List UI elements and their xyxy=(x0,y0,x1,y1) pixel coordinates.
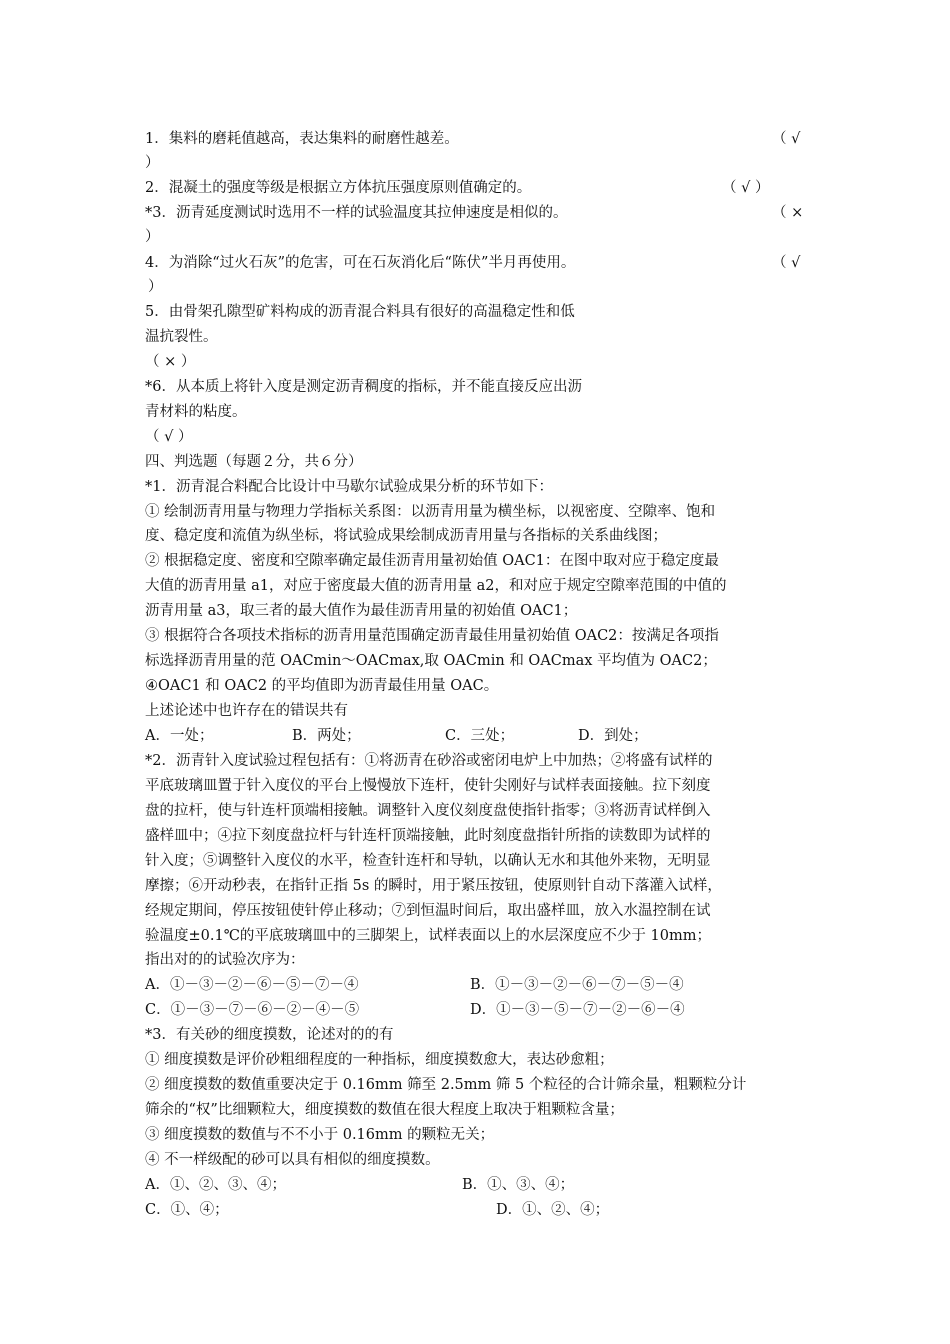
q3-line: *3．有关砂的细度摸数，论述对的的有 xyxy=(145,1027,394,1043)
q2-line: 摩擦；⑥开动秒表，在指针正指 5s 的瞬时，用于紧压按钮，使原则针自动下落灌入试样， xyxy=(145,878,722,894)
q1-option-d: D．到处； xyxy=(578,728,648,744)
tf-q6-line1: *6．从本质上将针入度是测定沥青稠度的指标，并不能直接反应出沥 xyxy=(145,379,582,395)
q1-line: 上述论述中也许存在的错误共有 xyxy=(145,703,348,719)
tf-q5-mark: （ × ） xyxy=(145,354,196,370)
q1-option-c: C．三处； xyxy=(445,728,515,744)
q1-line: ③ 根据符合各项技术指标的沥青用量范围确定沥青最佳用量初始值 OAC2：按满足各项指 xyxy=(145,628,719,644)
tf-q2-mark: （ √ ） xyxy=(722,180,770,196)
q2-line: 经规定期间，停压按钮使针停止移动；⑦到恒温时间后，取出盛样皿，放入水温控制在试 xyxy=(145,903,711,919)
q2-option-d: D．①－③－⑤－⑦－②－⑥－④ xyxy=(470,1002,685,1018)
tf-q1-mark: （ √ xyxy=(772,131,801,147)
q2-line: *2．沥青针入度试验过程包括有：①将沥青在砂浴或密闭电炉上中加热；②将盛有试样的 xyxy=(145,753,713,769)
q1-line: 大值的沥青用量 a1，对应于密度最大值的沥青用量 a2，和对应于规定空隙率范围的中值的 xyxy=(145,578,727,594)
q3-line: ① 细度摸数是评价砂粗细程度的一种指标，细度摸数愈大，表达砂愈粗； xyxy=(145,1052,614,1068)
q1-option-b: B．两处； xyxy=(292,728,361,744)
tf-q4-mark: （ √ xyxy=(772,255,801,271)
q3-line: ③ 细度摸数的数值与不不小于 0.16mm 的颗粒无关； xyxy=(145,1127,495,1143)
q2-option-c: C．①－③－⑦－⑥－②－④－⑤ xyxy=(145,1002,360,1018)
tf-q1-text: 1．集料的磨耗值越高，表达集料的耐磨性越差。 xyxy=(145,131,459,147)
q2-option-b: B．①－③－②－⑥－⑦－⑤－④ xyxy=(470,977,684,993)
q2-line: 盘的拉杆，使与针连杆顶端相接触。调整针入度仪刻度盘使指针指零；③将沥青试样倒入 xyxy=(145,803,711,819)
tf-q1-mark-close: ） xyxy=(145,155,160,171)
q1-line: ② 根据稳定度、密度和空隙率确定最佳沥青用量初始值 OAC1：在图中取对应于稳定度最 xyxy=(145,553,719,569)
q3-line: 筛余的“权”比细颗粒大，细度摸数的数值在很大程度上取决于粗颗粒含量； xyxy=(145,1102,624,1118)
tf-q6-mark: （ √ ） xyxy=(145,429,193,445)
q1-option-a: A．一处； xyxy=(145,728,214,744)
q2-line: 平底玻璃皿置于针入度仪的平台上慢慢放下连杆，使针尖刚好与试样表面接触。拉下刻度 xyxy=(145,778,711,794)
tf-q4-mark-close: ） xyxy=(148,279,163,295)
q3-option-a: A．①、②、③、④； xyxy=(145,1177,286,1193)
q3-line: ④ 不一样级配的砂可以具有相似的细度摸数。 xyxy=(145,1152,440,1168)
q3-option-d: D．①、②、④； xyxy=(496,1202,610,1218)
q2-option-a: A．①－③－②－⑥－⑤－⑦－④ xyxy=(145,977,359,993)
q1-line: 度、稳定度和流值为纵坐标，将试验成果绘制成沥青用量与各指标的关系曲线图； xyxy=(145,528,667,544)
q1-line: 沥青用量 a3，取三者的最大值作为最佳沥青用量的初始值 OAC1； xyxy=(145,603,578,619)
tf-q5-line1: 5．由骨架孔隙型矿料构成的沥青混合料具有很好的高温稳定性和低 xyxy=(145,304,575,320)
q1-line: 标选择沥青用量的范 OACmin～OACmax,取 OACmin 和 OACmax 平均值为 OAC2； xyxy=(145,653,717,669)
q2-line: 针入度；⑤调整针入度仪的水平，检查针连杆和导轨，以确认无水和其他外来物，无明显 xyxy=(145,853,711,869)
tf-q4-text: 4．为消除“过火石灰”的危害，可在石灰消化后“陈伏”半月再使用。 xyxy=(145,255,576,271)
q2-line: 盛样皿中；④拉下刻度盘拉杆与针连杆顶端接触，此时刻度盘指针所指的读数即为试样的 xyxy=(145,828,711,844)
tf-q3-mark: （ × xyxy=(772,205,804,221)
tf-q3-text: *3．沥青延度测试时选用不一样的试验温度其拉伸速度是相似的。 xyxy=(145,205,568,221)
q3-line: ② 细度摸数的数值重要决定于 0.16mm 筛至 2.5mm 筛 5 个粒径的合计筛余量，粗颗粒分计 xyxy=(145,1077,747,1093)
q1-line: *1．沥青混合料配合比设计中马歇尔试验成果分析的环节如下： xyxy=(145,479,553,495)
q2-line: 指出对的的试验次序为： xyxy=(145,952,305,968)
tf-q6-line2: 青材料的粘度。 xyxy=(145,404,247,420)
section-heading: 四、判选题（每题２分，共６分） xyxy=(145,454,363,470)
q1-line: ④OAC1 和 OAC2 的平均值即为沥青最佳用量 OAC。 xyxy=(145,678,499,694)
q1-line: ① 绘制沥青用量与物理力学指标关系图：以沥青用量为横坐标，以视密度、空隙率、饱和 xyxy=(145,504,716,520)
tf-q2-text: 2．混凝土的强度等级是根据立方体抗压强度原则值确定的。 xyxy=(145,180,532,196)
q2-line: 验温度±0.1℃的平底玻璃皿中的三脚架上，试样表面以上的水层深度应不少于 10mm； xyxy=(145,928,711,944)
tf-q5-line2: 温抗裂性。 xyxy=(145,329,218,345)
q3-option-b: B．①、③、④； xyxy=(462,1177,575,1193)
q3-option-c: C．①、④； xyxy=(145,1202,229,1218)
tf-q3-mark-close: ） xyxy=(145,229,160,245)
